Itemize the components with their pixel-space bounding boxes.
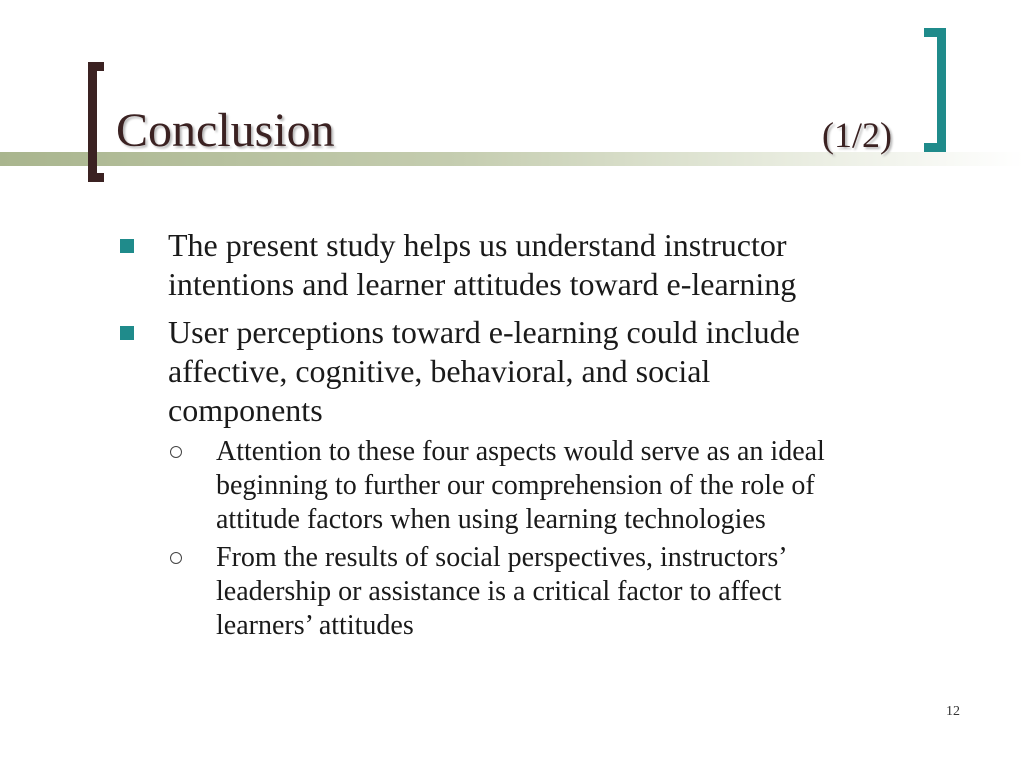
bullet-line: intentions and learner attitudes toward e-learning bbox=[168, 266, 797, 302]
bullet-line: User perceptions toward e-learning could include bbox=[168, 314, 800, 350]
sub-bullet-item bbox=[216, 541, 956, 643]
sub-bullet-line: attitude factors when using learning technologies bbox=[216, 504, 766, 535]
square-bullet-icon bbox=[120, 239, 134, 253]
bullet-line: The present study helps us understand instructor bbox=[168, 227, 787, 263]
square-bullet-icon bbox=[120, 326, 134, 340]
slide-title: Conclusion bbox=[116, 104, 335, 157]
bullet-item bbox=[168, 313, 948, 430]
left-bracket-decoration bbox=[88, 62, 104, 182]
sub-bullet-line: leadership or assistance is a critical factor to affect bbox=[216, 576, 782, 607]
bullet-line: components bbox=[168, 392, 323, 428]
bullet-line: affective, cognitive, behavioral, and social bbox=[168, 353, 711, 389]
circle-bullet-icon bbox=[170, 446, 182, 458]
sub-bullet-line: beginning to further our comprehension of the role of bbox=[216, 470, 815, 501]
slide-title-part-indicator: (1/2) bbox=[822, 115, 892, 155]
sub-bullet-line: From the results of social perspectives, instructors’ bbox=[216, 542, 788, 573]
right-bracket-decoration bbox=[924, 28, 946, 152]
slide-number: 12 bbox=[946, 704, 960, 719]
sub-bullet-item bbox=[216, 435, 956, 537]
sub-bullet-line: Attention to these four aspects would serve as an ideal bbox=[216, 436, 825, 467]
sub-bullet-line: learners’ attitudes bbox=[216, 610, 414, 641]
circle-bullet-icon bbox=[170, 552, 182, 564]
bullet-item bbox=[168, 226, 948, 304]
